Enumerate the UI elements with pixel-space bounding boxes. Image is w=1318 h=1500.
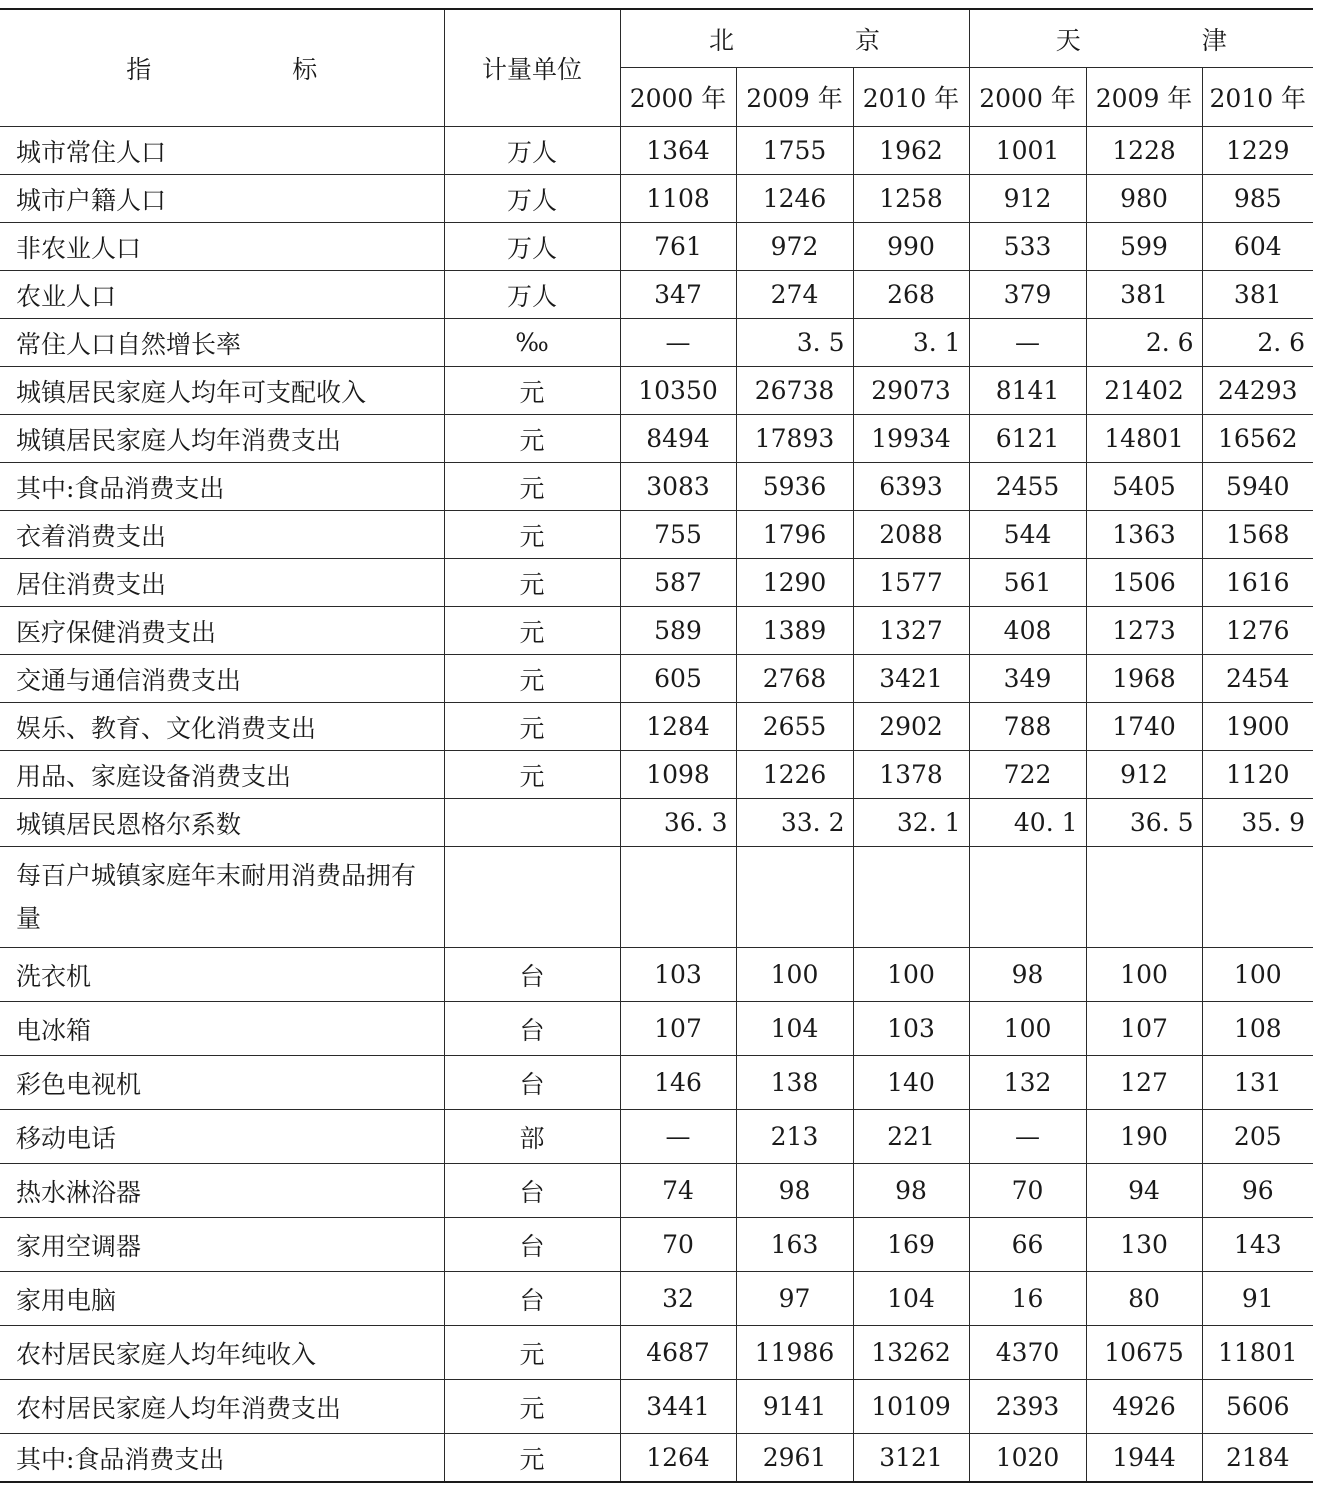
table-row xyxy=(0,1272,1313,1326)
value-cell: — xyxy=(620,319,736,367)
value-cell: 100 xyxy=(1202,948,1313,1002)
value-cell: 14801 xyxy=(1086,415,1202,463)
row-label: 其中:食品消费支出 xyxy=(0,1434,444,1483)
value-cell: 1276 xyxy=(1202,607,1313,655)
row-label: 农村居民家庭人均年纯收入 xyxy=(0,1326,444,1380)
value-cell: 80 xyxy=(1086,1272,1202,1326)
value-cell: 97 xyxy=(736,1272,853,1326)
row-unit: 元 xyxy=(444,511,620,559)
value-cell: 213 xyxy=(736,1110,853,1164)
value-cell: 3121 xyxy=(853,1434,969,1483)
row-unit: 台 xyxy=(444,1056,620,1110)
value-cell: 381 xyxy=(1202,271,1313,319)
row-label: 家用电脑 xyxy=(0,1272,444,1326)
value-cell: 9141 xyxy=(736,1380,853,1434)
year-header: 2000 年 xyxy=(969,68,1086,127)
row-label: 交通与通信消费支出 xyxy=(0,655,444,703)
value-cell: 1968 xyxy=(1086,655,1202,703)
year-header: 2009 年 xyxy=(736,68,853,127)
row-label: 城市常住人口 xyxy=(0,127,444,175)
value-cell: 912 xyxy=(969,175,1086,223)
table-row xyxy=(0,1326,1313,1380)
table-row xyxy=(0,703,1313,751)
value-cell: 100 xyxy=(969,1002,1086,1056)
row-label: 移动电话 xyxy=(0,1110,444,1164)
table-row xyxy=(0,751,1313,799)
value-cell: 26738 xyxy=(736,367,853,415)
value-cell: 66 xyxy=(969,1218,1086,1272)
value-cell: 349 xyxy=(969,655,1086,703)
value-cell: 1944 xyxy=(1086,1434,1202,1483)
table-row xyxy=(0,271,1313,319)
value-cell: — xyxy=(969,1110,1086,1164)
value-cell: 24293 xyxy=(1202,367,1313,415)
table-row xyxy=(0,319,1313,367)
value-cell: 132 xyxy=(969,1056,1086,1110)
value-cell: 985 xyxy=(1202,175,1313,223)
row-label: 每百户城镇家庭年末耐用消费品拥有量 xyxy=(0,847,444,948)
value-cell: 5936 xyxy=(736,463,853,511)
row-label: 家用空调器 xyxy=(0,1218,444,1272)
value-cell: 70 xyxy=(969,1164,1086,1218)
value-cell: 13262 xyxy=(853,1326,969,1380)
value-cell: 533 xyxy=(969,223,1086,271)
row-label: 非农业人口 xyxy=(0,223,444,271)
row-label: 城镇居民恩格尔系数 xyxy=(0,799,444,847)
value-cell: 347 xyxy=(620,271,736,319)
value-cell: 190 xyxy=(1086,1110,1202,1164)
row-unit: 元 xyxy=(444,415,620,463)
row-label: 电冰箱 xyxy=(0,1002,444,1056)
value-cell: 100 xyxy=(853,948,969,1002)
table-row xyxy=(0,463,1313,511)
value-cell: 1327 xyxy=(853,607,969,655)
value-cell: 32 xyxy=(620,1272,736,1326)
row-unit: 台 xyxy=(444,1002,620,1056)
year-header: 2010 年 xyxy=(853,68,969,127)
value-cell: 21402 xyxy=(1086,367,1202,415)
value-cell: 1577 xyxy=(853,559,969,607)
value-cell: 1290 xyxy=(736,559,853,607)
table-row xyxy=(0,127,1313,175)
value-cell: 2184 xyxy=(1202,1434,1313,1483)
value-cell: 103 xyxy=(620,948,736,1002)
value-cell: 169 xyxy=(853,1218,969,1272)
value-cell: 1363 xyxy=(1086,511,1202,559)
table-row xyxy=(0,1110,1313,1164)
value-cell: 1568 xyxy=(1202,511,1313,559)
value-cell: 2393 xyxy=(969,1380,1086,1434)
value-cell: 761 xyxy=(620,223,736,271)
value-cell: 8141 xyxy=(969,367,1086,415)
row-label: 用品、家庭设备消费支出 xyxy=(0,751,444,799)
indicator-header: 指 标 xyxy=(0,9,444,127)
value-cell: 1020 xyxy=(969,1434,1086,1483)
statistics-table xyxy=(0,8,1313,1483)
value-cell: 4370 xyxy=(969,1326,1086,1380)
value-cell: 912 xyxy=(1086,751,1202,799)
value-cell: 96 xyxy=(1202,1164,1313,1218)
value-cell: — xyxy=(969,319,1086,367)
value-cell: 17893 xyxy=(736,415,853,463)
value-cell: 104 xyxy=(853,1272,969,1326)
value-cell: 2088 xyxy=(853,511,969,559)
unit-header: 计量单位 xyxy=(444,9,620,127)
row-unit: 台 xyxy=(444,1218,620,1272)
row-label: 娱乐、教育、文化消费支出 xyxy=(0,703,444,751)
table-row xyxy=(0,415,1313,463)
table-row xyxy=(0,1218,1313,1272)
value-cell xyxy=(853,847,969,948)
value-cell: 146 xyxy=(620,1056,736,1110)
row-unit: 万人 xyxy=(444,175,620,223)
row-label: 城镇居民家庭人均年消费支出 xyxy=(0,415,444,463)
value-cell: 604 xyxy=(1202,223,1313,271)
value-cell: 131 xyxy=(1202,1056,1313,1110)
value-cell: 587 xyxy=(620,559,736,607)
value-cell: 1740 xyxy=(1086,703,1202,751)
row-label: 城市户籍人口 xyxy=(0,175,444,223)
value-cell: 10350 xyxy=(620,367,736,415)
table-row xyxy=(0,847,1313,948)
value-cell: 1755 xyxy=(736,127,853,175)
row-unit: 元 xyxy=(444,1380,620,1434)
value-cell: 163 xyxy=(736,1218,853,1272)
row-unit: 万人 xyxy=(444,271,620,319)
row-unit: 台 xyxy=(444,1272,620,1326)
row-unit: 元 xyxy=(444,703,620,751)
value-cell: 10675 xyxy=(1086,1326,1202,1380)
value-cell: 130 xyxy=(1086,1218,1202,1272)
row-unit: 元 xyxy=(444,1434,620,1483)
row-label: 医疗保健消费支出 xyxy=(0,607,444,655)
value-cell: 1616 xyxy=(1202,559,1313,607)
value-cell: 6121 xyxy=(969,415,1086,463)
table-row xyxy=(0,1434,1313,1483)
value-cell: 140 xyxy=(853,1056,969,1110)
value-cell: 29073 xyxy=(853,367,969,415)
value-cell: 589 xyxy=(620,607,736,655)
row-unit: 台 xyxy=(444,1164,620,1218)
value-cell: 1001 xyxy=(969,127,1086,175)
value-cell: 268 xyxy=(853,271,969,319)
value-cell: 36. 5 xyxy=(1086,799,1202,847)
value-cell: 2902 xyxy=(853,703,969,751)
value-cell: 1258 xyxy=(853,175,969,223)
row-label: 农村居民家庭人均年消费支出 xyxy=(0,1380,444,1434)
header-row-cities xyxy=(0,9,1313,68)
value-cell: 1120 xyxy=(1202,751,1313,799)
value-cell: 1364 xyxy=(620,127,736,175)
row-unit: 元 xyxy=(444,367,620,415)
value-cell xyxy=(969,847,1086,948)
value-cell: 70 xyxy=(620,1218,736,1272)
row-unit xyxy=(444,799,620,847)
table-row xyxy=(0,655,1313,703)
value-cell: 19934 xyxy=(853,415,969,463)
value-cell: — xyxy=(620,1110,736,1164)
value-cell: 127 xyxy=(1086,1056,1202,1110)
value-cell: 755 xyxy=(620,511,736,559)
value-cell: 10109 xyxy=(853,1380,969,1434)
value-cell: 94 xyxy=(1086,1164,1202,1218)
table-row xyxy=(0,607,1313,655)
value-cell: 561 xyxy=(969,559,1086,607)
value-cell xyxy=(1086,847,1202,948)
value-cell: 98 xyxy=(736,1164,853,1218)
value-cell: 74 xyxy=(620,1164,736,1218)
value-cell: 5940 xyxy=(1202,463,1313,511)
value-cell: 205 xyxy=(1202,1110,1313,1164)
row-unit: 元 xyxy=(444,1326,620,1380)
row-unit: 元 xyxy=(444,655,620,703)
table-row xyxy=(0,175,1313,223)
value-cell: 32. 1 xyxy=(853,799,969,847)
value-cell: 100 xyxy=(1086,948,1202,1002)
value-cell: 4687 xyxy=(620,1326,736,1380)
value-cell: 2. 6 xyxy=(1086,319,1202,367)
row-label: 居住消费支出 xyxy=(0,559,444,607)
value-cell xyxy=(736,847,853,948)
value-cell: 100 xyxy=(736,948,853,1002)
value-cell: 143 xyxy=(1202,1218,1313,1272)
value-cell: 722 xyxy=(969,751,1086,799)
table-row xyxy=(0,1380,1313,1434)
value-cell: 107 xyxy=(620,1002,736,1056)
table-row xyxy=(0,559,1313,607)
value-cell: 1389 xyxy=(736,607,853,655)
row-label: 农业人口 xyxy=(0,271,444,319)
value-cell: 1108 xyxy=(620,175,736,223)
value-cell: 138 xyxy=(736,1056,853,1110)
value-cell: 4926 xyxy=(1086,1380,1202,1434)
value-cell: 1378 xyxy=(853,751,969,799)
value-cell: 104 xyxy=(736,1002,853,1056)
value-cell: 5405 xyxy=(1086,463,1202,511)
value-cell: 1962 xyxy=(853,127,969,175)
table-row xyxy=(0,948,1313,1002)
value-cell: 990 xyxy=(853,223,969,271)
value-cell: 972 xyxy=(736,223,853,271)
value-cell: 1284 xyxy=(620,703,736,751)
value-cell: 2655 xyxy=(736,703,853,751)
table-row xyxy=(0,367,1313,415)
value-cell: 1900 xyxy=(1202,703,1313,751)
value-cell: 40. 1 xyxy=(969,799,1086,847)
value-cell: 103 xyxy=(853,1002,969,1056)
value-cell: 599 xyxy=(1086,223,1202,271)
row-unit: 元 xyxy=(444,751,620,799)
value-cell: 274 xyxy=(736,271,853,319)
table-row xyxy=(0,1056,1313,1110)
table-row xyxy=(0,223,1313,271)
value-cell: 788 xyxy=(969,703,1086,751)
row-unit: ‰ xyxy=(444,319,620,367)
value-cell: 544 xyxy=(969,511,1086,559)
beijing-header: 北 京 xyxy=(620,9,969,68)
value-cell: 11801 xyxy=(1202,1326,1313,1380)
value-cell: 35. 9 xyxy=(1202,799,1313,847)
value-cell: 2961 xyxy=(736,1434,853,1483)
year-header: 2010 年 xyxy=(1202,68,1313,127)
value-cell: 8494 xyxy=(620,415,736,463)
value-cell: 3083 xyxy=(620,463,736,511)
value-cell: 98 xyxy=(969,948,1086,1002)
value-cell: 16562 xyxy=(1202,415,1313,463)
value-cell: 1098 xyxy=(620,751,736,799)
table-row xyxy=(0,511,1313,559)
value-cell: 381 xyxy=(1086,271,1202,319)
value-cell: 2455 xyxy=(969,463,1086,511)
value-cell: 3421 xyxy=(853,655,969,703)
value-cell: 1796 xyxy=(736,511,853,559)
value-cell: 221 xyxy=(853,1110,969,1164)
value-cell: 6393 xyxy=(853,463,969,511)
row-unit: 元 xyxy=(444,607,620,655)
value-cell xyxy=(620,847,736,948)
row-label: 其中:食品消费支出 xyxy=(0,463,444,511)
value-cell: 3. 1 xyxy=(853,319,969,367)
row-label: 衣着消费支出 xyxy=(0,511,444,559)
value-cell: 1226 xyxy=(736,751,853,799)
value-cell: 379 xyxy=(969,271,1086,319)
table-row xyxy=(0,1002,1313,1056)
row-unit: 万人 xyxy=(444,223,620,271)
value-cell: 3441 xyxy=(620,1380,736,1434)
value-cell: 107 xyxy=(1086,1002,1202,1056)
value-cell: 3. 5 xyxy=(736,319,853,367)
value-cell xyxy=(1202,847,1313,948)
row-label: 洗衣机 xyxy=(0,948,444,1002)
value-cell: 1228 xyxy=(1086,127,1202,175)
table-row xyxy=(0,1164,1313,1218)
row-unit: 万人 xyxy=(444,127,620,175)
value-cell: 2454 xyxy=(1202,655,1313,703)
value-cell: 1273 xyxy=(1086,607,1202,655)
table-row xyxy=(0,799,1313,847)
row-label: 常住人口自然增长率 xyxy=(0,319,444,367)
row-label: 城镇居民家庭人均年可支配收入 xyxy=(0,367,444,415)
value-cell: 36. 3 xyxy=(620,799,736,847)
year-header: 2009 年 xyxy=(1086,68,1202,127)
value-cell: 980 xyxy=(1086,175,1202,223)
row-label: 热水淋浴器 xyxy=(0,1164,444,1218)
value-cell: 1229 xyxy=(1202,127,1313,175)
row-unit: 部 xyxy=(444,1110,620,1164)
value-cell: 2. 6 xyxy=(1202,319,1313,367)
value-cell: 91 xyxy=(1202,1272,1313,1326)
year-header: 2000 年 xyxy=(620,68,736,127)
row-unit: 台 xyxy=(444,948,620,1002)
value-cell: 16 xyxy=(969,1272,1086,1326)
value-cell: 2768 xyxy=(736,655,853,703)
value-cell: 33. 2 xyxy=(736,799,853,847)
row-label: 彩色电视机 xyxy=(0,1056,444,1110)
row-unit: 元 xyxy=(444,559,620,607)
value-cell: 1264 xyxy=(620,1434,736,1483)
value-cell: 11986 xyxy=(736,1326,853,1380)
tianjin-header: 天 津 xyxy=(969,9,1313,68)
value-cell: 108 xyxy=(1202,1002,1313,1056)
row-unit xyxy=(444,847,620,948)
value-cell: 1506 xyxy=(1086,559,1202,607)
value-cell: 5606 xyxy=(1202,1380,1313,1434)
value-cell: 98 xyxy=(853,1164,969,1218)
value-cell: 408 xyxy=(969,607,1086,655)
value-cell: 1246 xyxy=(736,175,853,223)
value-cell: 605 xyxy=(620,655,736,703)
table-body xyxy=(0,127,1313,1483)
row-unit: 元 xyxy=(444,463,620,511)
